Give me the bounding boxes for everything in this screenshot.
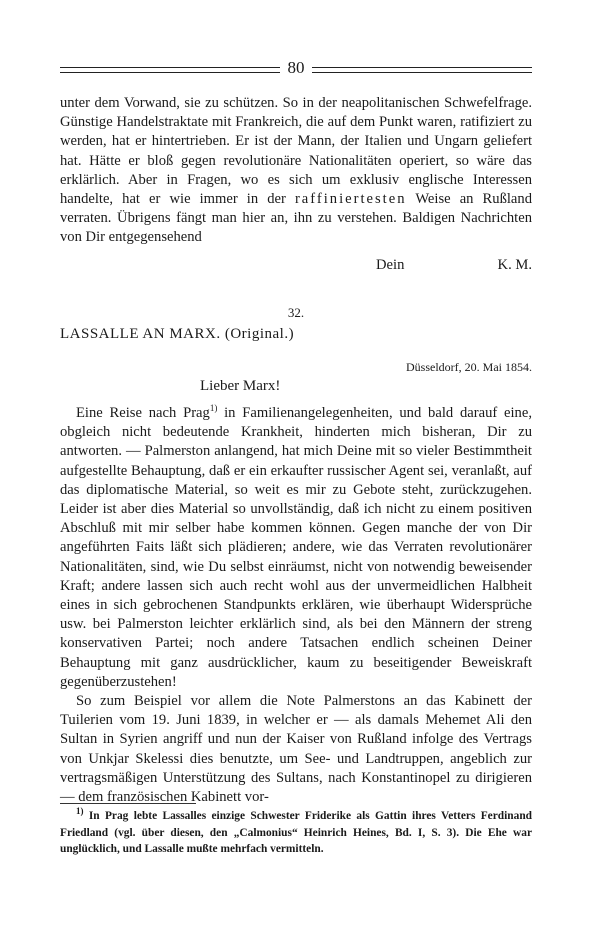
footnote-reference: 1) (209, 403, 218, 414)
closing-text: unter dem Vorwand, sie zu schützen. So in der neapolitanischen Schwefelfrage. Günstige Handelstraktate mit Frankreich, die auf dem Punkt waren, ratifiziert zu werden, hat er hintertrieben. Er ist der Mann, der Italien und Ungarn geliefert hat. Hätte er bloß gegen revolutionäre Nationalitäten operiert, so wäre das erklärlich. Aber in Fragen, wo es sich um exklusiv englische Interessen handelte, hat er wie immer in der (60, 95, 532, 208)
signature-dein: Dein (376, 257, 405, 273)
footnote-text: In Prag lebte Lassalles einzige Schwester Friderike als Gattin ihres Vetters Ferdinand Friedland (vgl. über diesen, den „Calmonius“ Heinrich Heines, Bd. I, S. 3). Die Ehe war unglücklich, und Lassalle mußte mehrfach vermitteln. (60, 810, 532, 855)
page-header (60, 58, 532, 82)
letter-paragraph: So zum Beispiel vor allem die Note Palmerstons an das Kabinett der Tuilerien vom 19. Juni 1839, in welcher er — als damals Mehemet Ali den Sultan in Syrien angriff und nun der Kaiser von Rußland infolge des Vertrags von Unkjar Skelessi dies benutzte, um See- und Landtruppen, angeblich zur vertragsmäßigen Unterstützung des Sultans, nach Konstantinopel zu dirigieren — dem französischen Kabinett vor- (60, 693, 532, 806)
footnotes (60, 808, 532, 858)
place-date: Düsseldorf, 20. Mai 1854. (406, 360, 532, 374)
letter-title: LASSALLE AN MARX. (Original.) (60, 326, 295, 342)
closing-text: Weise an Rußland verraten. Übrigens fängt man hier an, ihn zu verstehen. Baldigen Nachrichten von Dir entgegensehend (60, 191, 533, 246)
signature (60, 257, 532, 277)
footnote-marker: 1) (76, 806, 84, 817)
previous-letter-closing (60, 94, 532, 248)
paragraph-text: in Familienangelegenheiten, und bald darauf eine, obgleich nicht bedeutende Krankheit, hinderten mich bisheran, Dir zu antworten. — Palmerston anlangend, hat mich Deine mit so vieler Bestimmtheit aufgestellte Behauptung, daß er ein erkaufter russischer Agent sei, veranlaßt, auf das diplomatische Material, so weit es mir zu Gebote steht, zurückzugehen. Leider ist aber dies Material so unvollständig, daß ich nicht zu einem positiven Abschluß mit mir selber habe kommen können. Gegen manche der von Dir angeführten Faits läßt sich plädieren; andere, wie das Verraten revolutionärer Nationalitäten, sind, wie Du selbst einräumst, nicht von notwendig beweisender Kraft; andere lassen sich auch recht wohl aus der unvermeidlichen Halbheit eines in sich gebrochenen Standpunkts erklären, wie überhaupt Widersprüche usw. bei Palmerston leichter erklärlich sind, als bei den Männern der streng konservativen Partei; noch andere Tatsachen endlich scheinen Deiner Behauptung mit ganz ausdrücklicher, kaum zu beseitigender Beweiskraft gegenüberzustehen! (60, 405, 532, 690)
signature-initials: K. M. (497, 257, 532, 273)
footnote-divider (60, 803, 196, 804)
closing-emphasis: raffiniertesten (294, 191, 407, 208)
letter-body (60, 404, 532, 807)
letter-number: 32. (287, 305, 305, 320)
header-rule-right (312, 67, 532, 73)
footnote (60, 808, 532, 858)
salutation: Lieber Marx! (200, 378, 281, 394)
letter-paragraph (60, 404, 532, 692)
paragraph-text: Eine Reise nach Prag (76, 405, 210, 421)
page-number: 80 (287, 58, 305, 77)
